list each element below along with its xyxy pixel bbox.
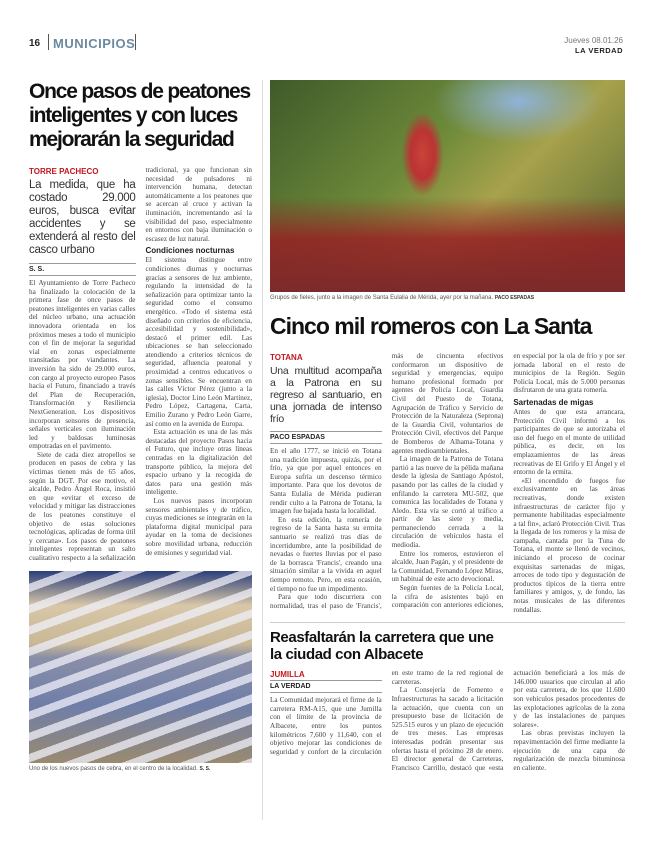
article-location: JUMILLA xyxy=(270,670,305,680)
paragraph: La imagen de la Patrona de Totana partió a las nueve de la pélida mañana desde la iglesia de Santiago Apóstol, pasando por las calles de la ciudad y enfilando la carretera MU-502, que comunica las localidades de Totana y Aledo. Esta vía se cortó al tráfico a partir de las siete y media, permaneciendo cerrada a la circulación de vehículos hasta el mediodía. xyxy=(391,455,504,550)
article-body xyxy=(270,352,625,614)
paragraph: Las obras previstas incluyen la repavimentación del firme mediante la ejecución de una capa de regularización de mezcla bituminosa en caliente. xyxy=(513,729,625,772)
page-number: 16 xyxy=(29,38,41,49)
byline: S. S. xyxy=(29,263,136,276)
article-body xyxy=(29,166,252,563)
paragraph: Entre los romeros, estuvieron el alcalde, Juan Pagán, y el presidente de la Comunidad, Fernando López Miras, un habitual de este acto devocional. xyxy=(391,549,504,584)
paragraph: El Ayuntamiento de Torre Pacheco ha finalizado la colocación de la primera fase de once pasos de peatones inteligentes en varias calles del núcleo urbano, una actuación innovadora orientada en los próximos meses a todo el municipio con el fin de mejorar la seguridad vial en zonas especialmente transitadas por viandantes. La inversión ha sido de 29.000 euros, con cargo al proyecto europeo Pasos hacia el Futuro, financiado a través del Plan de Recuperación, Transformación y Resiliencia NextGeneration. Los dispositivos incorporan sensores de presencia, señales verticales con iluminación led y baldosas luminosas empotradas en el pavimento. xyxy=(29,279,136,451)
subheading: Sartenadas de migas xyxy=(513,397,594,407)
article-subhead: Una multitud acompaña a la Patrona en su regreso al santuario, en una jornada de intenso frío xyxy=(270,365,382,425)
column-divider xyxy=(262,80,263,820)
paragraph: Esta actuación es una de las más destacadas del proyecto Pasos hacia el Futuro, que incluye otras líneas centradas en la digitalización del transporte público, la mejora del espacio urbano y la recogida de datos para una gestión más inteligente. xyxy=(145,428,252,497)
divider xyxy=(135,34,136,50)
subheading: Condiciones nocturnas xyxy=(145,246,235,256)
divider xyxy=(48,34,49,50)
paragraph: Antes de que esta arrancara, Protección Civil informó a los participantes de que se autorizaba el uso del fuego en el monte de utilidad pública, es decir, en los emplazamientos de las áreas recreativas de El Grifo y El Ángel y el entorno de la ermita. xyxy=(513,407,625,477)
article-headline: Cinco mil romeros con La Santa xyxy=(270,313,592,339)
article-torre-pacheco xyxy=(29,80,252,773)
divider xyxy=(270,622,625,623)
article-headline: Reasfaltarán la carretera que une la ciudad con Albacete xyxy=(270,629,494,664)
article-body xyxy=(270,669,625,772)
right-column xyxy=(270,80,625,772)
paragraph: Siete de cada diez atropellos se producen en pasos de cebra y las víctimas tienen más de 65 años, según la DGT. Por ese motivo, el alcalde, Pedro Ángel Roca, insistió en que «evitar el exceso de velocidad y mitigar las distracciones de los peatones constituye el objetivo de estas soluciones tecnológicas, aplicadas de forma útil y cercana». Los pasos de peatones inteligentes representan un salto cualitativo respecto a la señalización tradicional, ya que funcionan sin necesidad de pulsadores ni intervención humana, detectan automáticamente a los peatones que se acercan al cruce y activan la iluminación, incrementando así la visibilidad del paso, especialmente en entornos con baja iluminación o escasez de luz natural. xyxy=(29,166,252,562)
paragraph: En el año 1777, se inició en Totana una tradición impuesta, quizás, por el frío, ya que por aquel entonces en Europa sufría un descenso térmico importante. Para que los devotos de Santa Eulalia de Mérida pudieran rendir culto a la Patrona de Totana, la imagen fue bajada hasta la localidad. xyxy=(270,447,382,516)
photo-caption xyxy=(29,765,252,773)
paragraph: El sistema distingue entre condiciones diurnas y nocturnas gracias a sensores de luz ambiente, regulando la intensidad de la señalización para optimizar tanto la seguridad como el consumo energético. «Todo el sistema está diseñado con criterios de eficiencia, accesibilidad y sostenibilidad», destacó el primer edil. Las ubicaciones se han seleccionado atendiendo a criterios técnicos de seguridad, afluencia peatonal y proximidad a centros educativos o zonas sensibles. Se encuentran en las calles Víctor Pérez (junto a la iglesia), Doctor Lino León Martínez, Pedro López, Cartagena, Carta, Emilio Zurano y Pedro León Garre, así como en la avenida de Europa. xyxy=(145,256,252,428)
paragraph: «El encendido de fuegos fue exclusivamente en las áreas recreativas, donde existen infraestructuras de carácter fijo y permanente habilitadas especialmente a tal fin», aclaró Protección Civil. Tras la llegada de los romeros y la misa de campaña, cantada por la Tuna de Totana, el monte se llenó de vecinos, iniciando el proceso de cocinar exquisitas sartenadas de migas, arroces de todo tipo y degustación de productos típicos de la tierra entre familiares y amigos, y, de fondo, las notas musicales de las diferentes rondallas. xyxy=(513,476,625,614)
byline: PACO ESPADAS xyxy=(270,431,382,444)
paragraph: Los nuevos pasos incorporan sensores ambientales y de tráfico, cuyas mediciones se integrarán en la plataforma digital municipal para ayudar en la toma de decisiones sobre movilidad urbana, reducción de emisiones y seguridad vial. xyxy=(145,496,252,557)
newspaper-name: LA VERDAD xyxy=(575,46,623,55)
photo-credit: PACO ESPADAS xyxy=(494,295,535,301)
article-headline: Once pasos de peatones inteligentes y con luces mejorarán la seguridad xyxy=(29,80,251,151)
article-location: TORRE PACHECO xyxy=(29,167,99,176)
photo-credit: S. S. xyxy=(199,765,211,772)
caption-text: Uno de los nuevos pasos de cebra, en el centro de la localidad. xyxy=(29,765,198,772)
caption-text: Grupos de fieles, junto a la imagen de Santa Eulalia de Mérida, ayer por la mañana. xyxy=(270,295,494,301)
paragraph: La Comunidad mejorará el firme de la carretera RM-A15, que une Jumilla con el límite de la provincia de Albacete, entre los puntos kilométricos 7,600 y 11,640, con el objetivo mejorar las condiciones de seguridad y confort de la circulación en este tramo de la red regional de carreteras. xyxy=(270,669,504,756)
crosswalk-photo xyxy=(29,571,252,763)
paragraph: Para que todo discurriera con normalidad, tras el paso de 'Francis', más de cincuenta efectivos conformaron un dispositivo de seguridad y emergencias, equipo humano profesional formado por agentes de Policía Local, Guardia Civil del Puesto de Totana, Agrupación de Tráfico y Servicio de Protección de la Naturaleza (Seprona) de la Guardia Civil, voluntarios de Protección Civil, efectivos del Parque de Bomberos de Alhama-Totana y agentes medioambientales. xyxy=(270,352,504,610)
paragraph: Según fuentes de la Policía Local, la cifra de asistentes bajó en comparación con anteriores ediciones, en especial por la ola de frío y por ser jornada laboral en el resto de municipios de la Región. Según Policía Local, más de 5.000 personas disfrutaron de una grata romería. xyxy=(391,352,625,610)
issue-date: Jueves 08.01.26 xyxy=(564,36,623,45)
paragraph: La Consejería de Fomento e Infraestructuras ha sacado a licitación la actuación, que cuenta con un presupuesto base de licitación de 525.515 euros y un plazo de ejecución de tres meses. Las empresas interesadas podrán presentar sus ofertas hasta el próximo 28 de enero. El director general de Carreteras, Francisco Carrillo, destacó que «esta actuación beneficiará a los más de 146.000 usuarios que circulan al año por esta carretera, de los que 11.600 son vehículos pesados procedentes de las explotaciones agrícolas de la zona y de las instalaciones de parques solares». xyxy=(391,669,625,772)
photo-caption xyxy=(270,294,625,302)
section-title: MUNICIPIOS xyxy=(53,36,136,51)
pilgrimage-photo xyxy=(270,80,625,292)
article-subhead: La medida, que ha costado 29.000 euros, busca evitar accidentes y se extenderá al resto del casco urbano xyxy=(29,179,136,256)
byline: LA VERDAD xyxy=(270,680,382,693)
article-location: TOTANA xyxy=(270,353,303,362)
paragraph: En esta edición, la romería de regreso de la Santa hasta su ermita santuario se realizó tras días de incertidumbre, ante la posibilidad de nevadas o fuertes lluvias por el paso de la borrasca 'Francis', creando una situación similar a la vivida en aquel tiempo remoto. Pero, en esta ocasión, el tiempo no fue un impedimento. xyxy=(270,515,382,593)
